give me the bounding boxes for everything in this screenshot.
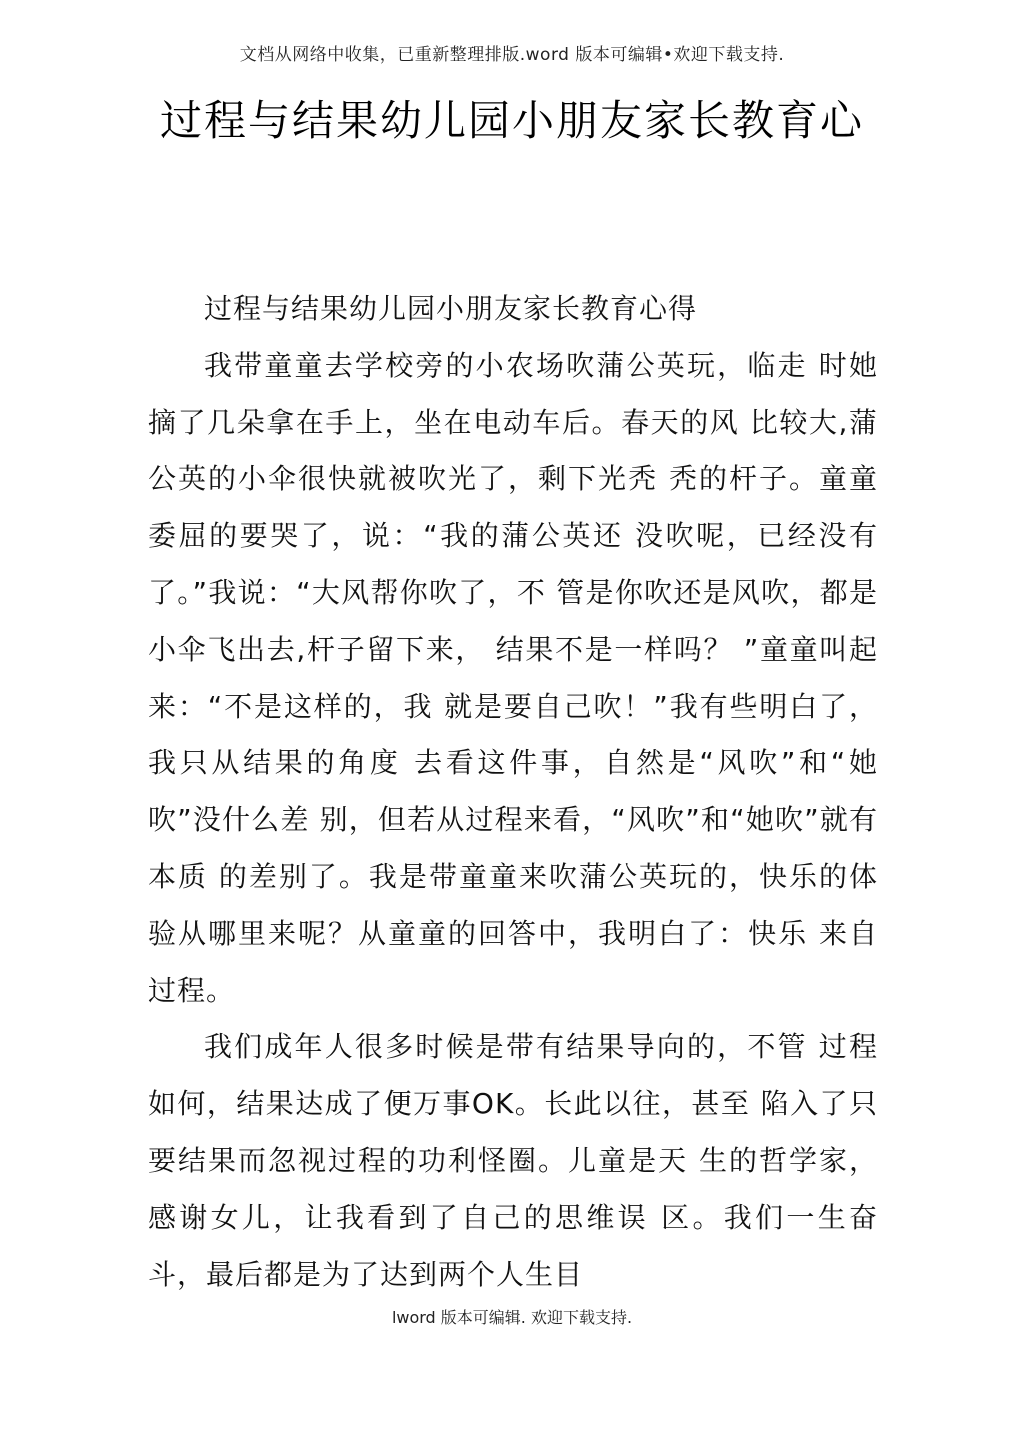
body-subtitle: 过程与结果幼儿园小朋友家长教育心得 — [204, 292, 698, 325]
page-footer: lword 版本可编辑. 欢迎下载支持. — [391, 1308, 633, 1327]
body-paragraph-2: 我们成年人很多时候是带有结果导向的，不管 过程如何，结果达成了便万事OK。长此以往，甚至 陷入了只要结果而忽视过程的功利怪圈。儿童是天 生的哲学家，感谢女儿，让我看到了自己的思维误 区。我们一生奋斗，最后都是为了达到两个人生目 — [148, 1030, 878, 1291]
body-paragraph-1: 我带童童去学校旁的小农场吹蒲公英玩，临走 时她摘了几朵拿在手上，坐在电动车后。春天的风 比较大,蒲公英的小伞很快就被吹光了，剩下光秃 秃的杆子。童童委屈的要哭了，说：“我的蒲公英还 没吹呢，已经没有了。”我说：“大风帮你吹了，不 管是你吹还是风吹，都是小伞飞出去,杆子留下来， 结果不是一样吗？ ”童童叫起来：“不是这样的，我 就是要自己吹！”我有些明白了，我只从结果的角度 去看这件事，自然是“风吹”和“她吹”没什么差 别，但若从过程来看，“风吹”和“她吹”就有本质 的差别了。我是带童童来吹蒲公英玩的，快乐的体 验从哪里来呢？从童童的回答中，我明白了：快乐 来自过程。 — [148, 348, 878, 1007]
page-header: 文档从网络中收集，已重新整理排版.word 版本可编辑•欢迎下载支持. — [239, 45, 785, 65]
document-title: 过程与结果幼儿园小朋友家长教育心 — [159, 96, 864, 145]
document-body — [148, 281, 878, 1303]
